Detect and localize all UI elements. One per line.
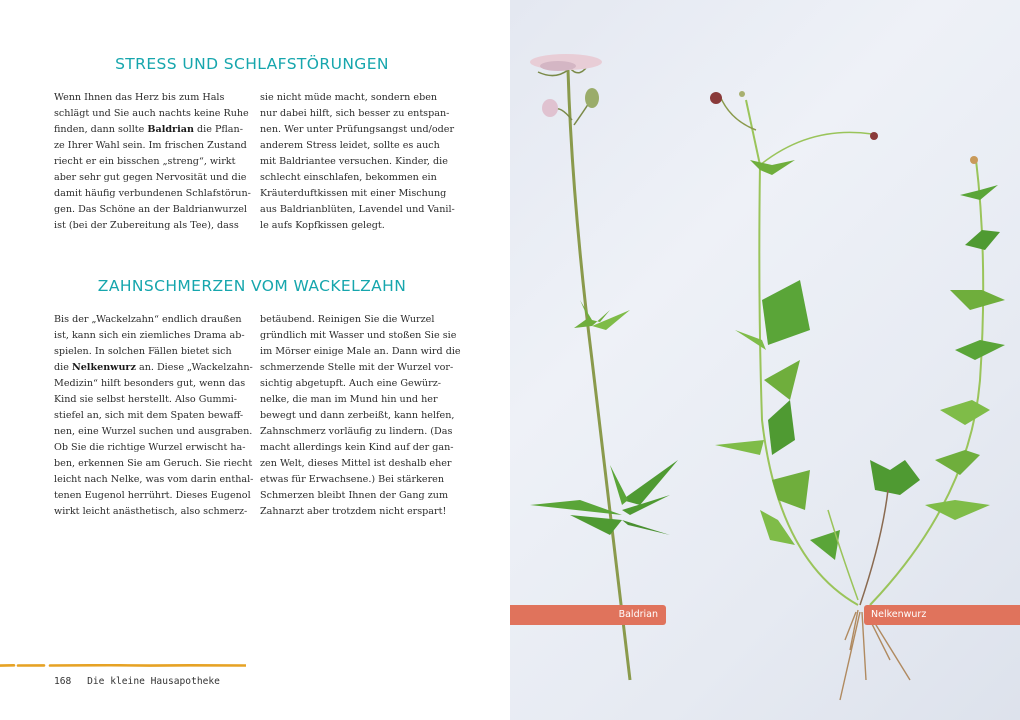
text-line: Schmerzen bleibt Ihnen der Gang zum xyxy=(260,490,449,501)
text-line: macht allerdings kein Kind auf der gan- xyxy=(260,442,454,453)
text-line: leicht nach Nelke, was vom darin enthal- xyxy=(54,474,254,485)
text-line: die Nelkenwurz an. Diese „Wackelzahn- xyxy=(54,362,253,373)
text-line: schmerzende Stelle mit der Wurzel vor- xyxy=(260,362,454,373)
text-line: riecht er ein bisschen „streng“, wirkt xyxy=(54,156,236,167)
text-line: aus Baldrianblüten, Lavendel und Vanil- xyxy=(260,204,455,215)
herb-photo xyxy=(510,0,1020,720)
keyword-baldrian: Baldrian xyxy=(147,124,194,135)
text-line: anderem Stress leidet, sollte es auch xyxy=(260,140,440,151)
stress-column-2 xyxy=(260,90,456,234)
text-line: schlecht einschlafen, bekommen ein xyxy=(260,172,437,183)
text-line: gen. Das Schöne an der Baldrianwurzel xyxy=(54,204,247,215)
text-line: spielen. In solchen Fällen bietet sich xyxy=(54,346,232,357)
label-baldrian: Baldrian xyxy=(510,605,666,625)
text-line: mit Baldriantee versuchen. Kinder, die xyxy=(260,156,448,167)
text-line: betäubend. Reinigen Sie die Wurzel xyxy=(260,314,435,325)
text-line: ben, erkennen Sie am Geruch. Sie riecht xyxy=(54,458,253,469)
page-footer xyxy=(54,676,220,687)
keyword-nelkenwurz: Nelkenwurz xyxy=(71,362,136,373)
page-number: 168 xyxy=(54,676,72,687)
text-line: Kind sie selbst herstellt. Also Gummi- xyxy=(54,394,238,405)
text-line: finden, dann sollte Baldrian die Pflan- xyxy=(54,124,243,135)
text-line: Medizin“ hilft besonders gut, wenn das xyxy=(54,378,246,389)
text-line: le aufs Kopfkissen gelegt. xyxy=(260,220,385,231)
text-line: Wenn Ihnen das Herz bis zum Hals xyxy=(54,92,225,103)
text-line: damit häufig verbundenen Schlafstörun- xyxy=(54,188,251,199)
text-line: Kräuterduftkissen mit einer Mischung xyxy=(260,188,447,199)
section-title-zahnschmerzen: ZAHNSCHMERZEN VOM WACKELZAHN xyxy=(97,277,407,295)
text-line: ist (bei der Zubereitung als Tee), dass xyxy=(54,220,239,231)
zahn-column-2 xyxy=(260,312,461,520)
text-line: Zahnarzt aber trotzdem nicht erspart! xyxy=(260,506,447,517)
text-line: etwas für Erwachsene.) Bei stärkeren xyxy=(260,474,445,485)
text-line: Ob Sie die richtige Wurzel erwischt ha- xyxy=(54,442,246,453)
section-title-stress: STRESS UND SCHLAFSTÖRUNGEN xyxy=(115,55,389,73)
text-line: zen Welt, dieses Mittel ist deshalb eher xyxy=(260,458,452,469)
text-line: im Mörser einige Male an. Dann wird die xyxy=(260,346,461,357)
running-title: Die kleine Hausapotheke xyxy=(87,676,220,687)
text-line: nelke, die man im Mund hin und her xyxy=(260,394,438,405)
text-line: stiefel an, sich mit dem Spaten bewaff- xyxy=(54,410,244,421)
footer-brush-rule xyxy=(0,664,246,667)
text-line: Zahnschmerz vorläufig zu lindern. (Das xyxy=(260,426,453,437)
text-line: ist, kann sich ein ziemliches Drama ab- xyxy=(54,330,245,341)
text-line: aber sehr gut gegen Nervosität und die xyxy=(54,172,247,183)
text-line: ze Ihrer Wahl sein. Im frischen Zustand xyxy=(54,140,247,151)
text-line: sie nicht müde macht, sondern eben xyxy=(260,92,438,103)
label-nelkenwurz: Nelkenwurz xyxy=(864,605,1020,625)
stress-column-1 xyxy=(54,90,250,234)
text-line: sichtig abgetupft. Auch eine Gewürz- xyxy=(260,378,441,389)
text-line: nen. Wer unter Prüfungsangst und/oder xyxy=(260,124,455,135)
baldrian-plant-icon xyxy=(530,54,678,680)
text-line: nen, eine Wurzel suchen und ausgraben. xyxy=(54,426,253,437)
zahn-column-1 xyxy=(54,312,254,520)
text-line: gründlich mit Wasser und stoßen Sie sie xyxy=(260,330,457,341)
text-line: tenen Eugenol herrührt. Dieses Eugenol xyxy=(54,490,251,501)
text-line: nur dabei hilft, sich besser zu entspan- xyxy=(260,108,450,119)
text-line: bewegt und dann zerbeißt, kann helfen, xyxy=(260,410,455,421)
text-line: schlägt und Sie auch nachts keine Ruhe xyxy=(54,108,249,119)
text-line: Bis der „Wackelzahn“ endlich draußen xyxy=(54,314,242,325)
text-line: wirkt leicht anästhetisch, also schmerz- xyxy=(54,506,248,517)
